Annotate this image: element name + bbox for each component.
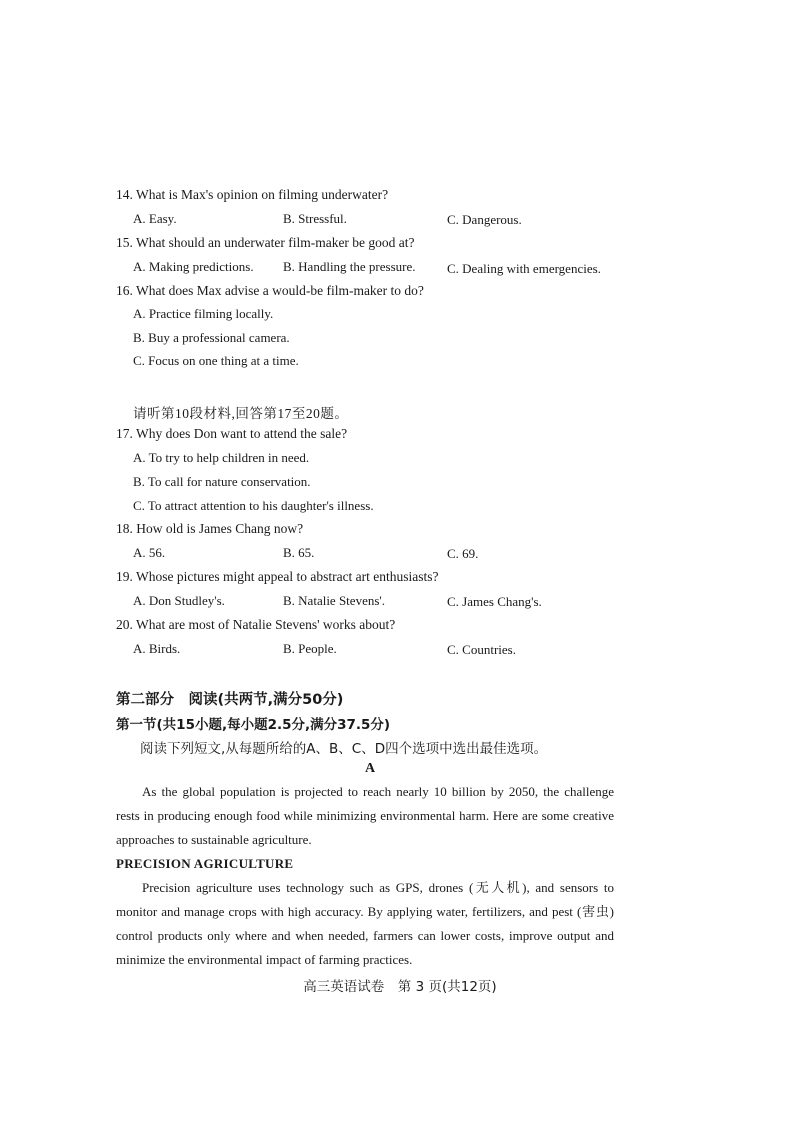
question-14-option-a: A. Easy. (133, 211, 177, 226)
question-20-stem: 20. What are most of Natalie Stevens' works about? (116, 617, 396, 632)
page-footer: 高三英语试卷 第 3 页(共12页) (303, 979, 497, 995)
question-17-option-b: B. To call for nature conservation. (133, 474, 311, 489)
question-16-option-a: A. Practice filming locally. (133, 306, 274, 321)
question-16-option-b: B. Buy a professional camera. (133, 330, 290, 345)
question-16-stem: 16. What does Max advise a would-be film-maker to do? (116, 283, 424, 298)
reading-directions: 阅读下列短文,从每题所给的A、B、C、D四个选项中选出最佳选项。 (140, 741, 548, 757)
question-15-option-b: B. Handling the pressure. (283, 259, 416, 274)
question-18-option-b: B. 65. (283, 545, 315, 560)
question-17-option-a: A. To try to help children in need. (133, 450, 310, 465)
question-15-option-a: A. Making predictions. (133, 259, 254, 274)
passage-subheading: PRECISION AGRICULTURE (116, 856, 294, 871)
passage-body: Precision agriculture uses technology such as GPS, drones (无人机), and sensors to monitor and manage crops with high accuracy. By applying water, fertilizers, and pest (害虫) control products only where and when needed, farmers can lower costs, improve output and minimize the environmental impact of farming practices. (116, 880, 614, 967)
question-19-stem: 19. Whose pictures might appeal to abstract art enthusiasts? (116, 569, 439, 584)
listening-instruction: 请听第10段材料,回答第17至20题。 (133, 406, 349, 421)
question-15-option-c: C. Dealing with emergencies. (447, 261, 601, 276)
question-19-option-a: A. Don Studley's. (133, 593, 225, 608)
question-18-option-a: A. 56. (133, 545, 166, 560)
section1-heading: 第一节(共15小题,每小题2.5分,满分37.5分) (116, 717, 391, 733)
question-14-option-c: C. Dangerous. (447, 212, 522, 227)
question-18-option-c: C. 69. (447, 546, 479, 561)
question-19-option-c: C. James Chang's. (447, 594, 542, 609)
question-14-stem: 14. What is Max's opinion on filming underwater? (116, 187, 389, 202)
question-20-option-b: B. People. (283, 641, 337, 656)
passage-intro: As the global population is projected to reach nearly 10 billion by 2050, the challenge rests in producing enough food while minimizing environmental harm. Here are some creative approaches to sustainable agriculture. (116, 784, 614, 847)
question-19-option-b: B. Natalie Stevens'. (283, 593, 385, 608)
question-17-stem: 17. Why does Don want to attend the sale? (116, 426, 348, 441)
question-20-option-a: A. Birds. (133, 641, 181, 656)
passage-label: A (365, 761, 376, 776)
question-16-option-c: C. Focus on one thing at a time. (133, 353, 299, 368)
question-17-option-c: C. To attract attention to his daughter's illness. (133, 498, 374, 513)
question-20-option-c: C. Countries. (447, 642, 516, 657)
question-14-option-b: B. Stressful. (283, 211, 347, 226)
question-18-stem: 18. How old is James Chang now? (116, 521, 304, 536)
part2-heading: 第二部分 阅读(共两节,满分50分) (116, 692, 344, 708)
question-15-stem: 15. What should an underwater film-maker be good at? (116, 235, 415, 250)
